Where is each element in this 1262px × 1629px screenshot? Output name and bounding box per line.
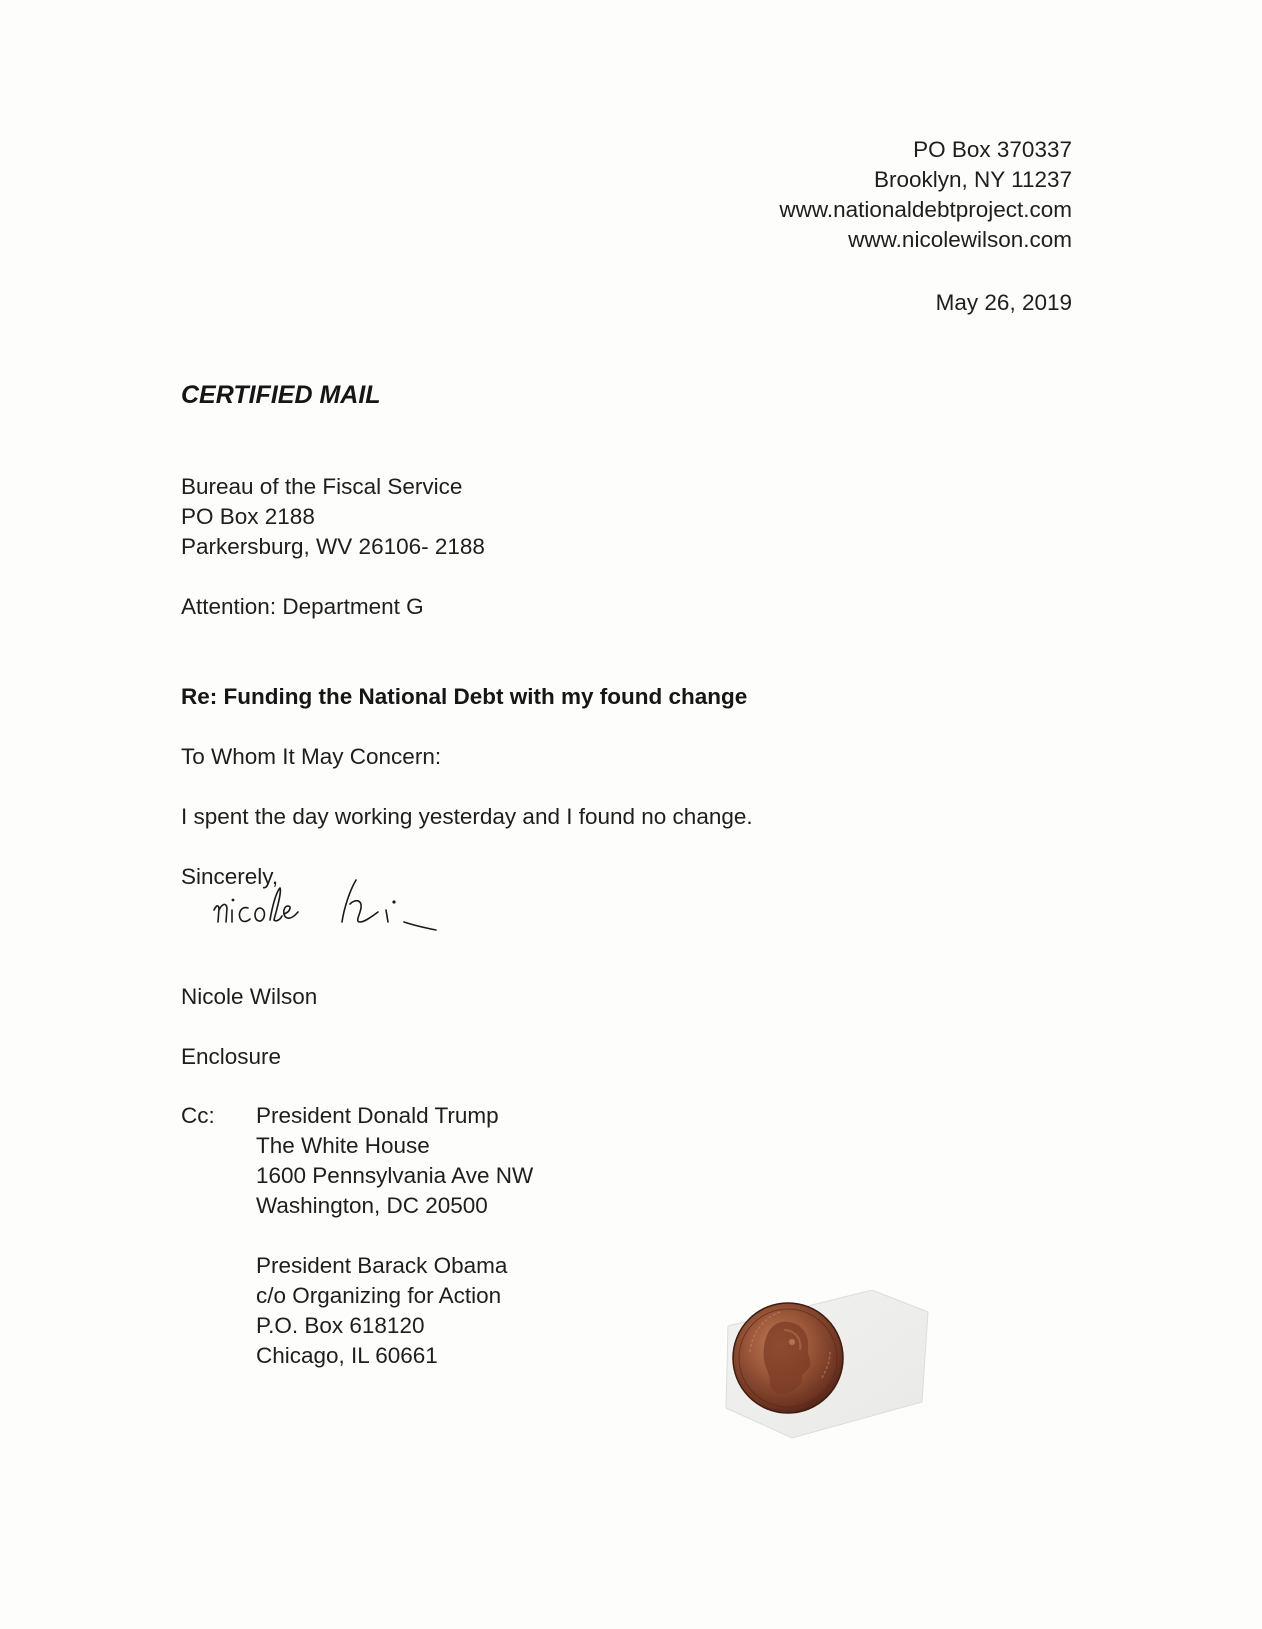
- cc-recipient-2: [256, 1251, 507, 1371]
- recipient-address-line2: Parkersburg, WV 26106- 2188: [181, 534, 485, 559]
- sender-address-line2: Brooklyn, NY 11237: [873, 167, 1072, 192]
- cc-recipient-1-line1: President Donald Trump: [256, 1103, 499, 1128]
- signer-name: Nicole Wilson: [181, 984, 318, 1009]
- penny-coin-icon: [722, 1290, 932, 1440]
- letter-body: I spent the day working yesterday and I found no change.: [181, 804, 753, 829]
- salutation: To Whom It May Concern:: [181, 744, 442, 769]
- cc-recipient-2-line4: Chicago, IL 60661: [256, 1343, 438, 1368]
- cc-recipient-1-line2: The White House: [256, 1133, 430, 1158]
- cc-recipient-1-line3: 1600 Pennsylvania Ave NW: [256, 1163, 534, 1188]
- cc-recipient-2-line1: President Barack Obama: [256, 1253, 508, 1278]
- delivery-method: CERTIFIED MAIL: [181, 381, 381, 409]
- sender-address-line1: PO Box 370337: [913, 137, 1072, 162]
- cc-label: Cc:: [181, 1103, 215, 1128]
- enclosure-note: Enclosure: [181, 1044, 282, 1069]
- cc-recipient-2-line2: c/o Organizing for Action: [256, 1283, 502, 1308]
- cc-recipient-2-line3: P.O. Box 618120: [256, 1313, 425, 1338]
- sender-website-2: www.nicolewilson.com: [848, 227, 1072, 252]
- closing: Sincerely,: [181, 864, 279, 889]
- sender-address-block: [779, 135, 1072, 255]
- cc-recipient-1-line4: Washington, DC 20500: [256, 1193, 488, 1218]
- letter-date: May 26, 2019: [935, 290, 1072, 315]
- recipient-address-line1: PO Box 2188: [181, 504, 315, 529]
- recipient-address-block: [181, 472, 485, 562]
- handwritten-signature-icon: [210, 878, 460, 948]
- subject-line: Re: Funding the National Debt with my found change: [181, 684, 748, 709]
- cc-recipient-1: [256, 1101, 533, 1221]
- recipient-name: Bureau of the Fiscal Service: [181, 474, 463, 499]
- sender-website-1: www.nationaldebtproject.com: [779, 197, 1072, 222]
- attention-line: Attention: Department G: [181, 594, 424, 619]
